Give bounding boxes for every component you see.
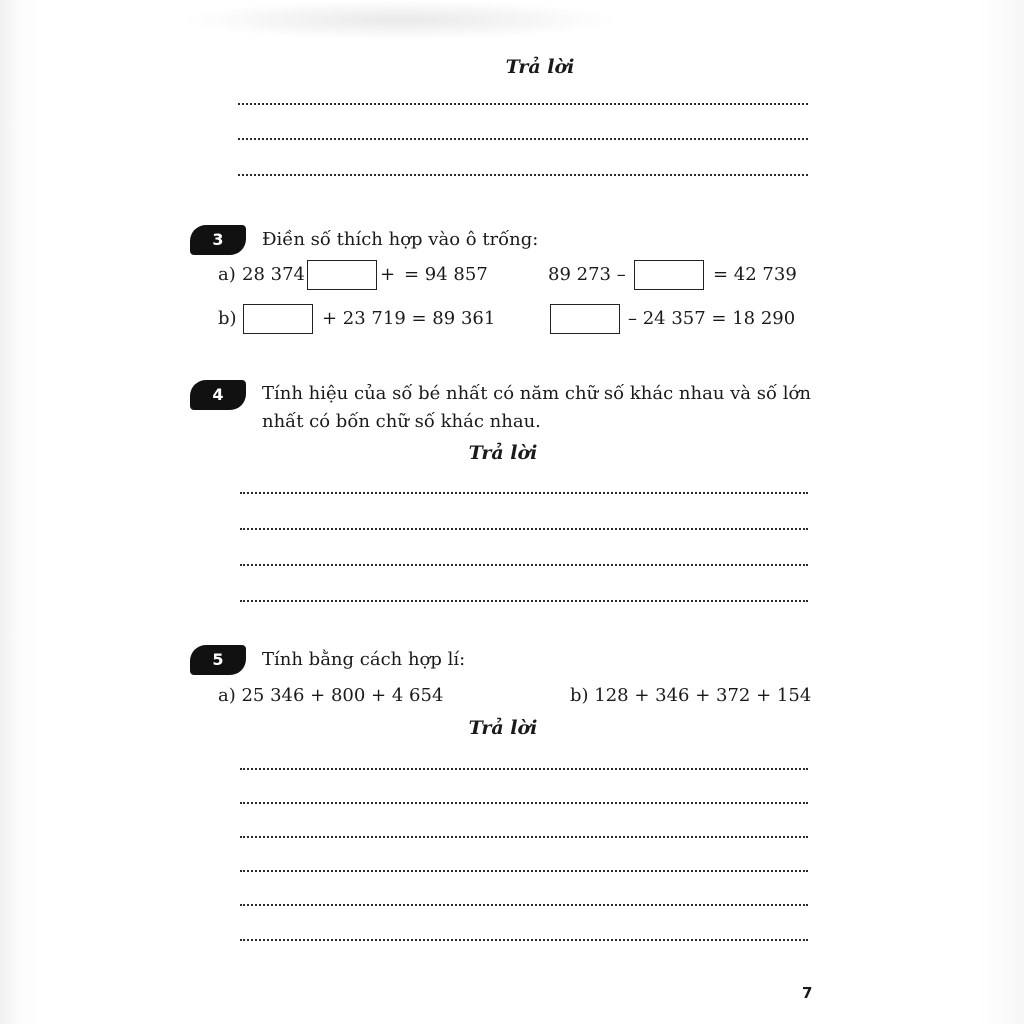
page-edge-shadow (180, 0, 620, 40)
answer-line[interactable] (240, 904, 808, 906)
answer-line[interactable] (238, 138, 808, 140)
answer-heading: Trả lời (468, 442, 538, 464)
question-number-badge: 4 (190, 380, 246, 410)
answer-heading: Trả lời (468, 717, 538, 739)
q5a-expression: a) 25 346 + 800 + 4 654 (218, 685, 444, 706)
q3b-right-expression: – 24 357 = 18 290 (628, 308, 796, 329)
question-3-prompt: Điền số thích hợp vào ô trống: (262, 229, 539, 250)
answer-box[interactable] (550, 304, 620, 334)
page-number: 7 (802, 984, 813, 1002)
answer-line[interactable] (240, 492, 808, 494)
answer-line[interactable] (240, 600, 808, 602)
question-number-badge: 5 (190, 645, 246, 675)
q3a-right-expression: 89 273 – (548, 264, 626, 285)
answer-heading-top: Trả lời (505, 56, 575, 78)
answer-line[interactable] (240, 939, 808, 941)
question-5-prompt: Tính bằng cách hợp lí: (262, 649, 466, 670)
q5b-expression: b) 128 + 346 + 372 + 154 (570, 685, 812, 706)
q3a-label: a) (218, 264, 236, 285)
answer-box[interactable] (243, 304, 313, 334)
answer-line[interactable] (240, 870, 808, 872)
answer-box[interactable] (307, 260, 377, 290)
q3a-left-plus: + (380, 264, 396, 285)
question-4-prompt-line2: nhất có bốn chữ số khác nhau. (262, 411, 541, 432)
q3a-right-result: = 42 739 (713, 264, 797, 285)
answer-box[interactable] (634, 260, 704, 290)
q3a-left-number: 28 374 (242, 264, 305, 285)
answer-line[interactable] (240, 768, 808, 770)
answer-line[interactable] (240, 836, 808, 838)
q3b-left-expression: + 23 719 = 89 361 (322, 308, 496, 329)
q3b-label: b) (218, 308, 237, 329)
answer-line[interactable] (240, 528, 808, 530)
question-4-prompt-line1: Tính hiệu của số bé nhất có năm chữ số khác nhau và số lớn (262, 383, 811, 404)
answer-line[interactable] (240, 802, 808, 804)
question-number-badge: 3 (190, 225, 246, 255)
q3a-left-result: = 94 857 (404, 264, 488, 285)
answer-line[interactable] (238, 103, 808, 105)
answer-line[interactable] (240, 564, 808, 566)
answer-line[interactable] (238, 174, 808, 176)
